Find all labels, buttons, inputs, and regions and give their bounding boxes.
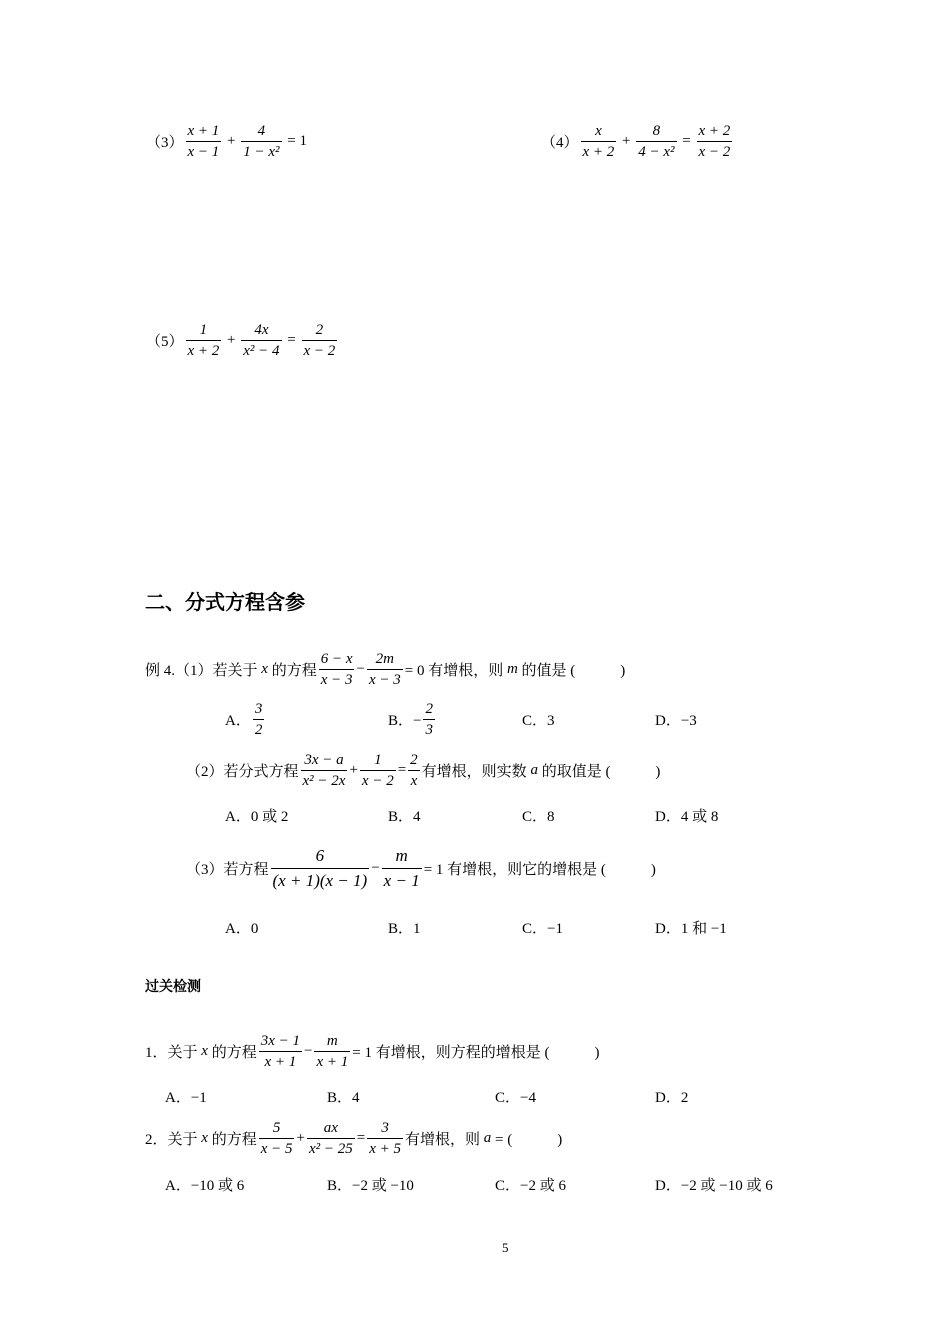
numerator: m — [326, 1032, 338, 1049]
text: + — [223, 132, 240, 149]
denominator: x + 1 — [259, 1051, 302, 1070]
text: 的方程 — [207, 1131, 257, 1148]
text: = — [356, 1129, 366, 1146]
page-number: 5 — [502, 1240, 509, 1255]
text: = 1 有增根，则方程的增根是 ( ) — [352, 1044, 600, 1061]
text: x — [201, 1042, 208, 1059]
denominator: 3 — [423, 719, 435, 738]
denominator: x − 1 — [186, 141, 222, 160]
option-c — [495, 1160, 566, 1208]
numerator: 1 — [374, 751, 382, 768]
text: = 1 — [283, 132, 308, 149]
denominator: x + 2 — [581, 141, 617, 160]
text: B．4 — [388, 808, 421, 825]
denominator: x² − 2x — [301, 770, 348, 789]
text: B．1 — [388, 920, 421, 937]
fraction — [186, 123, 222, 160]
text: = — [397, 761, 407, 778]
text: A．−10 或 6 — [165, 1177, 245, 1194]
denominator: x − 1 — [382, 868, 422, 891]
fraction — [319, 651, 355, 688]
section-heading: 二、分式方程含参 — [145, 590, 305, 614]
text: B．4 — [327, 1089, 360, 1106]
text: a — [530, 761, 538, 778]
text: 1．关于 — [145, 1044, 202, 1061]
option-d — [655, 695, 697, 743]
text: （2）若分式方程 — [186, 763, 299, 780]
numerator: 4x — [254, 321, 269, 338]
fraction — [408, 752, 420, 789]
fraction — [697, 123, 733, 160]
option-a — [225, 695, 266, 743]
text: D．2 — [655, 1089, 689, 1106]
denominator: x + 1 — [314, 1051, 350, 1070]
denominator: x² − 25 — [307, 1138, 355, 1157]
text: + — [223, 331, 240, 348]
problem-4 — [541, 117, 734, 165]
denominator: x − 2 — [360, 770, 396, 789]
text: 的方程 — [267, 662, 317, 679]
text: − — [303, 1042, 313, 1059]
numerator: 2m — [375, 650, 395, 667]
text: = — [678, 132, 695, 149]
numerator: 4 — [257, 122, 266, 139]
text: D．1 和 −1 — [655, 920, 727, 937]
text: = ( ) — [491, 1131, 563, 1148]
option-d — [655, 791, 718, 839]
fraction — [581, 123, 617, 160]
text: C．−1 — [522, 920, 563, 937]
numerator: 6 — [315, 845, 325, 865]
numerator: x — [595, 122, 602, 139]
text: C．3 — [522, 712, 555, 729]
fraction — [241, 322, 281, 359]
fraction — [314, 1033, 350, 1070]
denominator: 4 − x² — [636, 141, 676, 160]
denominator: x — [408, 770, 420, 789]
text: a — [483, 1129, 492, 1146]
text: 有增根，则实数 — [421, 763, 531, 780]
text: = — [283, 331, 300, 348]
option-b — [327, 1072, 360, 1120]
fraction — [241, 123, 281, 160]
option-c — [522, 791, 555, 839]
option-a — [165, 1072, 207, 1120]
text: A． — [225, 712, 251, 729]
text: （3）若方程 — [186, 861, 269, 878]
text: 的值是 ( ) — [517, 662, 626, 679]
denominator: x − 2 — [697, 141, 733, 160]
text: − — [371, 859, 380, 876]
denominator: (x + 1)(x − 1) — [271, 868, 370, 891]
option-c — [495, 1072, 536, 1120]
numerator: 1 — [199, 321, 208, 338]
option-d — [655, 1160, 773, 1208]
denominator: 1 − x² — [241, 141, 281, 160]
numerator: 8 — [652, 122, 661, 139]
checkpoint-heading: 过关检测 — [145, 979, 201, 995]
text: x — [261, 660, 268, 677]
denominator: x + 5 — [367, 1138, 403, 1157]
text: 2．关于 — [145, 1131, 202, 1148]
text: D．4 或 8 — [655, 808, 719, 825]
denominator: x² − 4 — [241, 340, 281, 359]
numerator: 6 − x — [320, 650, 353, 667]
fraction — [259, 1033, 302, 1070]
denominator: x − 5 — [259, 1138, 295, 1157]
option-c — [522, 695, 555, 743]
fraction — [302, 322, 338, 359]
fraction — [271, 846, 370, 891]
option-b — [327, 1160, 414, 1208]
text: x — [201, 1129, 208, 1146]
fraction — [423, 701, 435, 738]
text: 的取值是 ( ) — [537, 763, 661, 780]
text: = 0 有增根，则 — [404, 662, 507, 679]
option-b — [388, 791, 421, 839]
example-4-question-1 — [145, 645, 625, 693]
numerator: 5 — [272, 1119, 281, 1136]
denominator: 2 — [253, 719, 265, 738]
option-b — [388, 695, 437, 743]
fraction — [636, 123, 676, 160]
option-b — [388, 903, 421, 951]
fraction — [382, 846, 422, 891]
text: B．−2 或 −10 — [327, 1177, 414, 1194]
text: + — [296, 1129, 305, 1146]
numerator: 2 — [425, 700, 433, 717]
fraction — [259, 1120, 295, 1157]
numerator: 3x − a — [304, 751, 344, 768]
checkpoint-question-1 — [145, 1027, 599, 1075]
text: + — [618, 132, 635, 149]
denominator: x − 3 — [367, 669, 403, 688]
numerator: 2 — [410, 751, 418, 768]
text: C．−2 或 6 — [495, 1177, 566, 1194]
fraction — [186, 322, 222, 359]
numerator: 3 — [254, 700, 263, 717]
fraction — [367, 651, 403, 688]
denominator: x − 2 — [302, 340, 338, 359]
option-a — [165, 1160, 244, 1208]
numerator: x + 1 — [187, 122, 220, 139]
text: （5） — [146, 333, 184, 350]
fraction — [367, 1120, 403, 1157]
problem-5 — [146, 316, 339, 364]
text: 例 4.（1）若关于 — [145, 662, 262, 679]
text: A．0 或 2 — [225, 808, 289, 825]
text: A．−1 — [165, 1089, 207, 1106]
numerator: ax — [323, 1119, 338, 1136]
numerator: x + 2 — [698, 122, 731, 139]
text: D．−3 — [655, 712, 697, 729]
fraction — [301, 752, 348, 789]
text: + — [349, 761, 358, 778]
problem-3 — [146, 117, 307, 165]
text: − — [356, 660, 365, 677]
numerator: 3 — [381, 1119, 389, 1136]
text: B．− — [388, 712, 422, 729]
text: = 1 有增根，则它的增根是 ( ) — [423, 861, 656, 878]
numerator: 3x − 1 — [260, 1032, 300, 1049]
option-c — [522, 903, 563, 951]
text: m — [506, 660, 518, 677]
text: 的方程 — [207, 1044, 257, 1061]
option-a — [225, 791, 288, 839]
text: C．−4 — [495, 1089, 536, 1106]
text: 有增根，则 — [404, 1131, 484, 1148]
text: D．−2 或 −10 或 6 — [655, 1177, 773, 1194]
example-4-question-3 — [186, 844, 656, 892]
numerator: m — [395, 845, 408, 865]
option-d — [655, 903, 727, 951]
text: （4） — [541, 134, 579, 151]
option-d — [655, 1072, 688, 1120]
text: （3） — [146, 134, 184, 151]
text: C．8 — [522, 808, 555, 825]
option-a — [225, 903, 258, 951]
example-4-question-2 — [186, 746, 660, 794]
text: A．0 — [225, 920, 259, 937]
denominator: x + 2 — [186, 340, 222, 359]
fraction — [360, 752, 396, 789]
denominator: x − 3 — [319, 669, 355, 688]
numerator: 2 — [315, 321, 324, 338]
fraction — [307, 1120, 355, 1157]
checkpoint-question-2 — [145, 1114, 562, 1162]
fraction — [253, 701, 265, 738]
